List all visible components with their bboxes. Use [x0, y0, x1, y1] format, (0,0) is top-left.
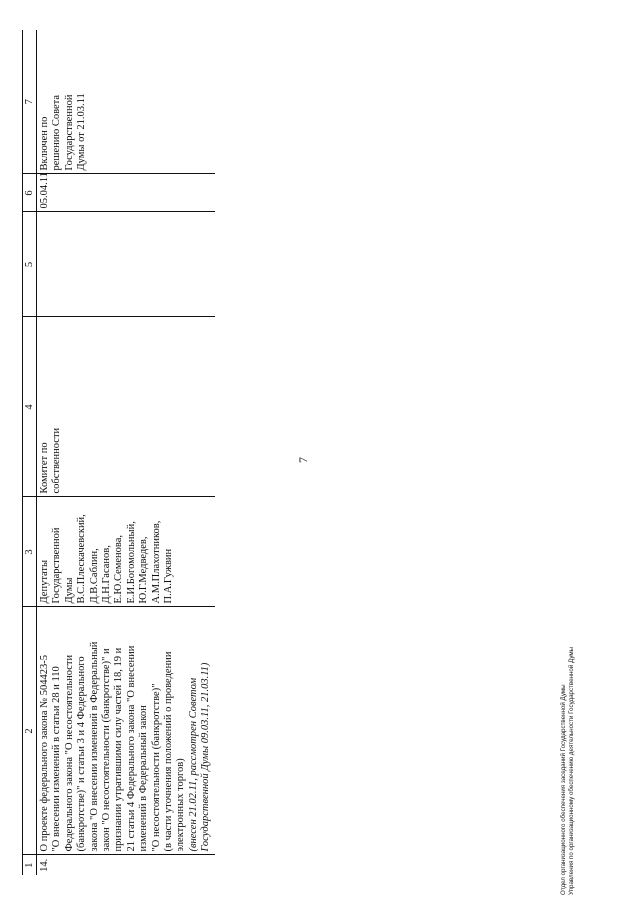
footer-line-2: Управления по организационному обеспечению деятельности Государственной Думы	[568, 646, 575, 895]
committee-cell	[37, 317, 215, 497]
author-line: Е.Ю.Семенова,	[113, 534, 125, 604]
author-line: Депутаты	[39, 559, 50, 604]
bill-title-line: Федерального закона "О несостоятельности	[63, 654, 75, 852]
author-line: А.М.Плахотников,	[150, 520, 162, 604]
header-col-1: 1	[23, 855, 37, 875]
bills-table-rotated	[22, 30, 282, 875]
status-line: Включен по	[39, 116, 50, 171]
date-cell: 05.04.11	[37, 174, 215, 212]
page-number: 7	[296, 457, 310, 463]
col5-cell	[37, 212, 215, 317]
status-line: решению Совета	[51, 94, 63, 171]
author-line: Ю.Г.Медведев,	[138, 536, 150, 604]
bill-note-line: (внесен 21.02.11, рассмотрен Советом	[187, 677, 199, 852]
bill-title-line: "О внесении изменений в статьи 28 и 110	[51, 666, 63, 852]
bill-title-line: "О несостоятельности (банкротстве)"	[150, 683, 162, 852]
author-line: Е.И.Богомольный,	[125, 521, 137, 604]
bill-title-line: О проекте федерального закона № 504423-5	[39, 654, 50, 852]
footer-note	[560, 647, 576, 895]
status-line: Государственной	[63, 94, 75, 171]
header-col-7: 7	[23, 30, 37, 174]
header-col-4: 4	[23, 317, 37, 497]
bill-title-line: признании утратившими силу частей 18, 19 и	[113, 647, 125, 852]
author-line: В.С.Плескачевский,	[76, 514, 88, 604]
bill-title-line: закона "О внесении изменений в Федеральный	[88, 641, 100, 852]
bill-title-line: закон "О несостоятельности (банкротстве)" и	[101, 648, 113, 852]
bill-title-line: изменений в Федеральный закон	[138, 705, 150, 852]
committee-line: собственности	[51, 427, 63, 494]
status-cell	[37, 30, 215, 174]
bill-note-line: Государственной Думы 09.03.11, 21.03.11)	[200, 662, 212, 852]
header-col-2: 2	[23, 607, 37, 855]
table-row	[37, 30, 215, 875]
author-line: П.А.Гужвин	[163, 548, 175, 604]
bill-title-line: 21 статьи 4 Федерального закона "О внесении	[125, 645, 137, 852]
author-line: Государственной	[51, 527, 63, 604]
authors-cell	[37, 497, 215, 607]
footer-line-1: Отдел организационного обеспечения заседаний Государственной Думы	[560, 684, 567, 895]
status-line: Думы от 21.03.11	[76, 93, 88, 171]
author-line: Думы	[63, 577, 75, 604]
bill-title-cell	[37, 607, 215, 855]
author-line: Д.Н.Гасанов,	[101, 545, 113, 604]
bill-title-line: (банкротстве)" и статьи 3 и 4 Федерального	[76, 656, 88, 852]
author-line: Д.В.Саблин,	[88, 548, 100, 604]
row-number: 14.	[37, 855, 215, 875]
committee-line: Комитет по	[39, 442, 50, 494]
bills-table	[22, 30, 215, 875]
header-row	[23, 30, 37, 875]
bill-title-line: (в части уточнения положений о проведении	[163, 651, 175, 852]
header-col-5: 5	[23, 212, 37, 317]
header-col-6: 6	[23, 174, 37, 212]
bill-title-line: электронных торгов)	[175, 758, 187, 852]
header-col-3: 3	[23, 497, 37, 607]
